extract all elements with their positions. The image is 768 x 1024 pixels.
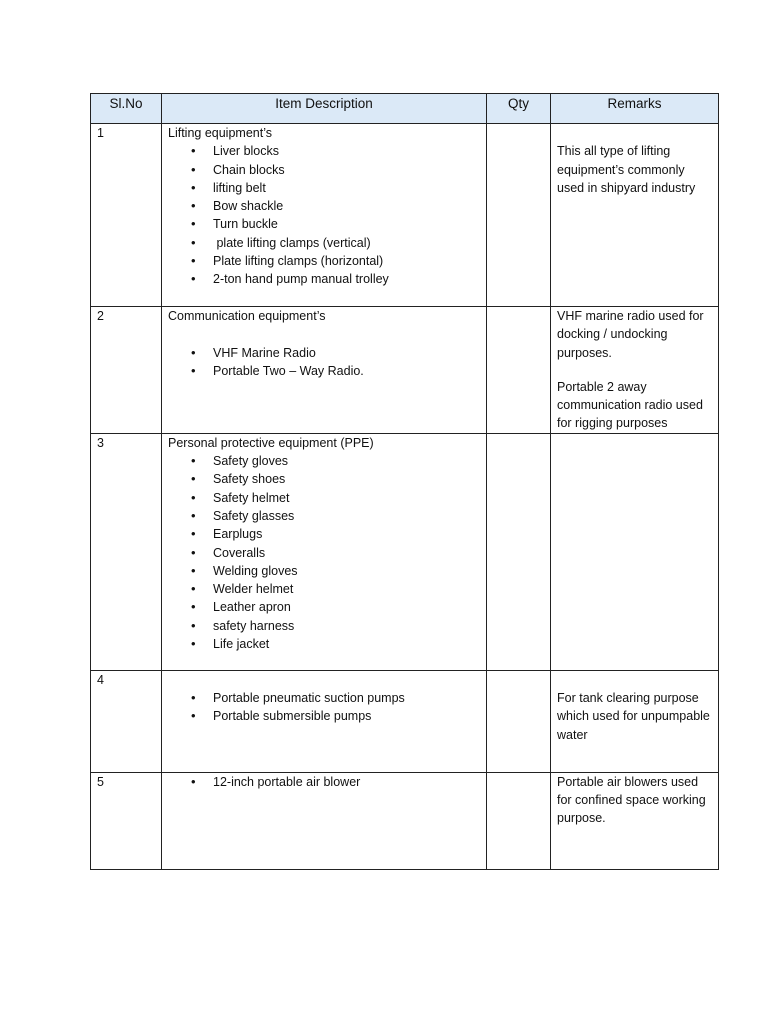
list-item: • safety harness [213,617,480,635]
table-row [91,307,719,434]
list-item: • Safety shoes [213,470,480,488]
header-item-description: Item Description [162,94,487,124]
row-remarks [551,433,719,670]
remark-text: Portable air blowers used for confined space working purpose. [557,774,706,826]
list-item: • Portable Two – Way Radio. [213,362,480,380]
row-description [162,433,487,670]
row-description [162,124,487,307]
item-list [168,344,480,381]
row-slno: 2 [91,307,162,434]
list-item: • VHF Marine Radio [213,344,480,362]
header-qty: Qty [487,94,551,124]
list-item: • Welder helmet [213,580,480,598]
row-title: Lifting equipment’s [168,126,273,140]
row-slno: 1 [91,124,162,307]
list-item: • Coveralls [213,544,480,562]
equipment-table [90,93,719,870]
list-item: • Bow shackle [213,197,480,215]
remark-text: This all type of lifting equipment’s commonly used in shipyard industry [557,144,696,195]
row-qty [487,670,551,772]
list-item: • Plate lifting clamps (horizontal) [213,252,480,270]
row-description [162,772,487,869]
row-slno: 5 [91,772,162,869]
table-row [91,772,719,869]
header-row [91,94,719,124]
row-qty [487,772,551,869]
row-qty [487,124,551,307]
list-item: • Welding gloves [213,562,480,580]
row-qty [487,307,551,434]
list-item: • Portable pneumatic suction pumps [213,689,480,707]
header-remarks: Remarks [551,94,719,124]
row-remarks [551,124,719,307]
list-item: • Safety glasses [213,507,480,525]
list-item: • Liver blocks [213,142,480,160]
remark-text: For tank clearing purpose which used for unpumpable water [557,691,710,742]
row-qty [487,433,551,670]
list-item: • Safety helmet [213,489,480,507]
row-description [162,307,487,434]
item-list [168,142,480,288]
list-item: • Chain blocks [213,161,480,179]
row-remarks [551,670,719,772]
item-list [168,689,480,726]
row-title: Communication equipment’s [168,309,326,323]
remark-text: VHF marine radio used for docking / undocking purposes. [557,309,704,360]
row-slno: 4 [91,670,162,772]
table-row [91,433,719,670]
item-list [168,773,480,791]
item-list [168,452,480,653]
list-item: • 2-ton hand pump manual trolley [213,270,480,288]
row-remarks [551,772,719,869]
row-title: Personal protective equipment (PPE) [168,435,374,450]
list-item: • Turn buckle [213,215,480,233]
table-row [91,124,719,307]
list-item: • Earplugs [213,525,480,543]
row-description [162,670,487,772]
row-slno: 3 [91,433,162,670]
list-item: • Portable submersible pumps [213,707,480,725]
header-slno: Sl.No [91,94,162,124]
list-item: • Life jacket [213,635,480,653]
table-row [91,670,719,772]
list-item: • Safety gloves [213,452,480,470]
list-item: • 12-inch portable air blower [213,773,480,791]
list-item: • Leather apron [213,598,480,616]
list-item: • lifting belt [213,179,480,197]
row-remarks [551,307,719,434]
list-item: • plate lifting clamps (vertical) [213,234,480,252]
remark-text: Portable 2 away communication radio used for rigging purposes [557,379,703,431]
